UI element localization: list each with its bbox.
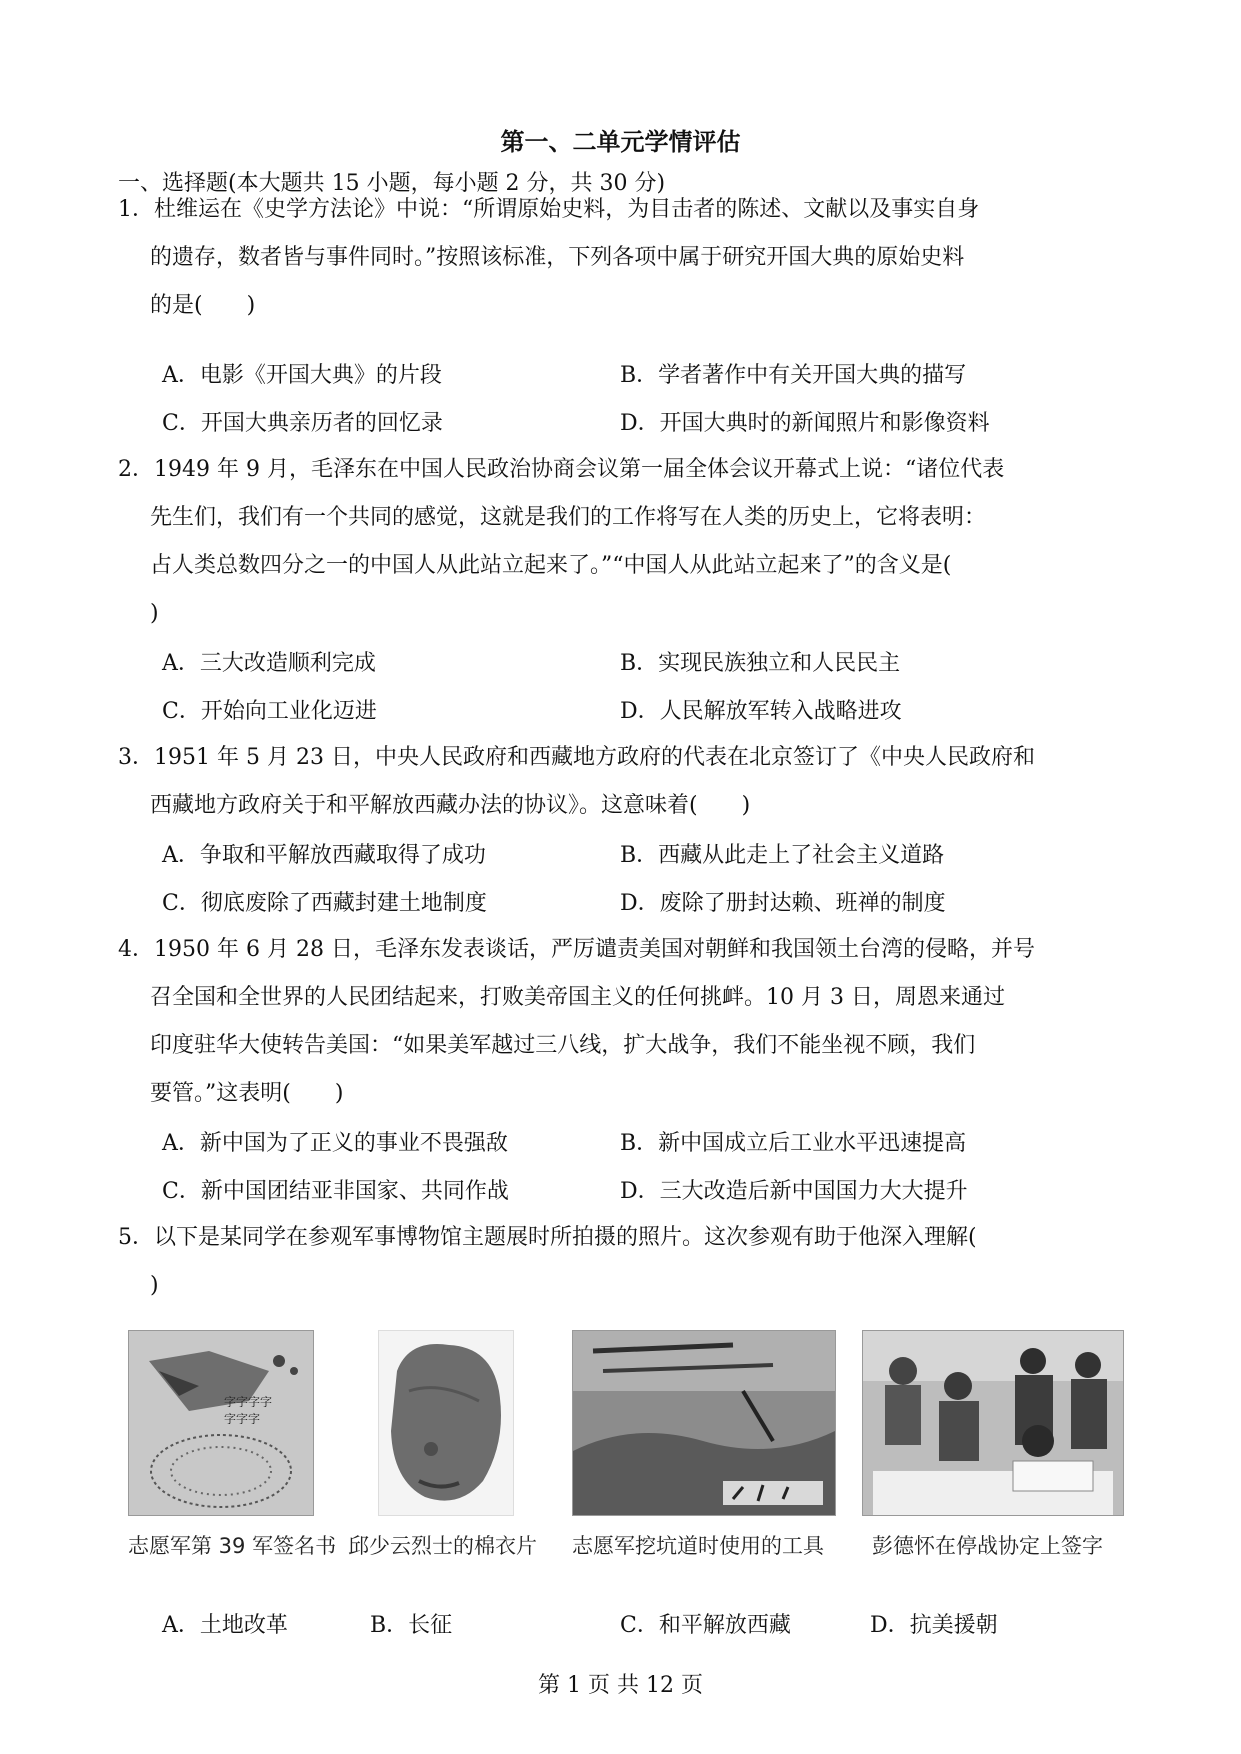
question-line: 2．1949 年 9 月，毛泽东在中国人民政治协商会议第一届全体会议开幕式上说：“诸位代表 <box>118 457 1005 482</box>
page-footer: 第 1 页 共 12 页 <box>538 1673 703 1698</box>
question-line: ) <box>150 1273 159 1298</box>
question-line: 印度驻华大使转告美国：“如果美军越过三八线，扩大战争，我们不能坐视不顾，我们 <box>150 1033 976 1058</box>
option-d[interactable]: D．废除了册封达赖、班禅的制度 <box>620 891 946 916</box>
question-3 <box>118 734 1128 830</box>
question-line: 3．1951 年 5 月 23 日，中央人民政府和西藏地方政府的代表在北京签订了《中央人民政府和 <box>118 745 1035 770</box>
question-line: 占人类总数四分之一的中国人从此站立起来了。”“中国人从此站立起来了”的含义是( <box>150 553 952 578</box>
option-c[interactable]: C．开始向工业化迈进 <box>162 699 377 724</box>
question-line: 先生们，我们有一个共同的感觉，这就是我们的工作将写在人类的历史上，它将表明： <box>150 505 987 530</box>
question-line: 1．杜维运在《史学方法论》中说：“所谓原始史料，为目击者的陈述、文献以及事实自身 <box>118 197 980 222</box>
question-1 <box>118 186 1128 330</box>
option-c[interactable]: C．新中国团结亚非国家、共同作战 <box>162 1179 509 1204</box>
svg-text:字字字: 字字字 <box>224 1412 261 1426</box>
option-d[interactable]: D．抗美援朝 <box>870 1613 998 1638</box>
signature-book-photo-icon <box>128 1330 314 1516</box>
option-b[interactable]: B．长征 <box>370 1613 453 1638</box>
question-2 <box>118 446 1128 638</box>
photo-caption: 志愿军挖坑道时使用的工具 <box>572 1534 824 1558</box>
option-c[interactable]: C．和平解放西藏 <box>620 1613 791 1638</box>
question-line: 要管。”这表明( ) <box>150 1081 344 1106</box>
question-line: 的是( ) <box>150 293 256 318</box>
option-c[interactable]: C．彻底废除了西藏封建土地制度 <box>162 891 487 916</box>
question-line: 西藏地方政府关于和平解放西藏办法的协议》。这意味着( ) <box>150 793 751 818</box>
svg-text:字字字字: 字字字字 <box>224 1395 273 1409</box>
photo-caption: 志愿军第 39 军签名书 <box>128 1534 337 1558</box>
option-b[interactable]: B．西藏从此走上了社会主义道路 <box>620 843 945 868</box>
option-b[interactable]: B．学者著作中有关开国大典的描写 <box>620 363 967 388</box>
option-b[interactable]: B．实现民族独立和人民民主 <box>620 651 901 676</box>
option-d[interactable]: D．开国大典时的新闻照片和影像资料 <box>620 411 990 436</box>
option-a[interactable]: A．土地改革 <box>162 1613 288 1638</box>
option-a[interactable]: A．三大改造顺利完成 <box>162 651 376 676</box>
tunnel-tools-photo-icon <box>572 1330 836 1516</box>
question-line: 召全国和全世界的人民团结起来，打败美帝国主义的任何挑衅。10 月 3 日，周恩来通过 <box>150 985 1005 1010</box>
question-line: ) <box>150 601 159 626</box>
option-d[interactable]: D．三大改造后新中国国力大大提升 <box>620 1179 968 1204</box>
question-5 <box>118 1214 1128 1310</box>
armistice-signing-photo-icon <box>862 1330 1124 1516</box>
photo-caption: 邱少云烈士的棉衣片 <box>348 1534 537 1558</box>
option-c[interactable]: C．开国大典亲历者的回忆录 <box>162 411 443 436</box>
photo-strip <box>118 1330 1128 1570</box>
page-title: 第一、二单元学情评估 <box>500 128 741 156</box>
option-a[interactable]: A．新中国为了正义的事业不畏强敌 <box>162 1131 508 1156</box>
option-b[interactable]: B．新中国成立后工业水平迅速提高 <box>620 1131 967 1156</box>
option-a[interactable]: A．电影《开国大典》的片段 <box>162 363 442 388</box>
option-a[interactable]: A．争取和平解放西藏取得了成功 <box>162 843 486 868</box>
question-line: 的遗存，数者皆与事件同时。”按照该标准，下列各项中属于研究开国大典的原始史料 <box>150 245 965 270</box>
photo-caption: 彭德怀在停战协定上签字 <box>872 1534 1103 1558</box>
question-4 <box>118 926 1128 1118</box>
option-d[interactable]: D．人民解放军转入战略进攻 <box>620 699 902 724</box>
cotton-coat-fragment-photo-icon <box>378 1330 514 1516</box>
question-line: 4．1950 年 6 月 28 日，毛泽东发表谈话，严厉谴责美国对朝鲜和我国领土台湾的侵略，并号 <box>118 937 1035 962</box>
section-heading: 一、选择题(本大题共 15 小题，每小题 2 分，共 30 分) <box>118 171 666 196</box>
question-line: 5．以下是某同学在参观军事博物馆主题展时所拍摄的照片。这次参观有助于他深入理解( <box>118 1225 977 1250</box>
